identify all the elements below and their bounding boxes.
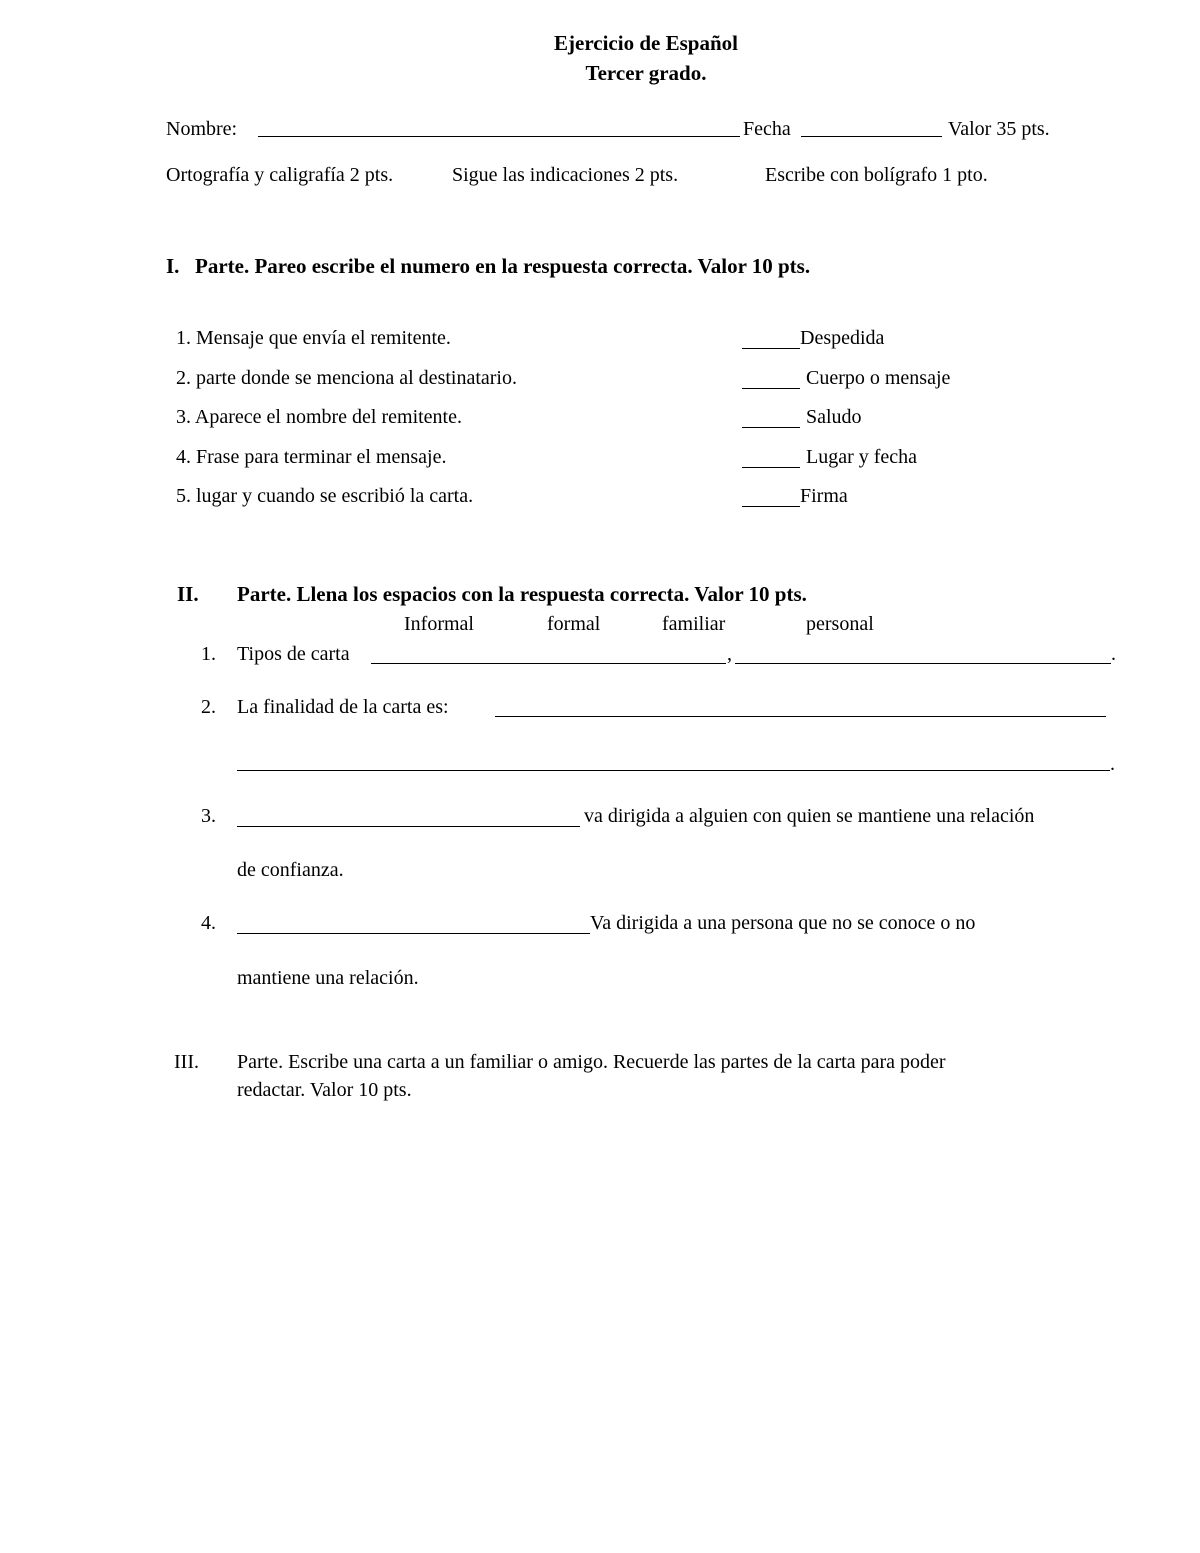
item-continuation: mantiene una relación. [237, 967, 419, 989]
part3-numeral: III. [174, 1051, 199, 1073]
part2-instruction: Parte. Llena los espacios con la respuesta correcta. Valor 10 pts. [237, 582, 807, 606]
criterion-ortografia: Ortografía y caligrafía 2 pts. [166, 164, 394, 186]
match-answer-blank[interactable] [742, 348, 800, 349]
match-right-item: Firma [800, 485, 848, 507]
match-answer-blank[interactable] [742, 467, 800, 468]
word-bank-item: familiar [662, 613, 726, 635]
page-subtitle: Tercer grado. [585, 61, 707, 85]
match-left-item: 5. lugar y cuando se escribió la carta. [176, 485, 474, 507]
item-number: 1. [201, 643, 216, 665]
match-right-item: Cuerpo o mensaje [806, 367, 951, 389]
match-left-item: 1. Mensaje que envía el remitente. [176, 327, 451, 349]
item-number: 2. [201, 696, 216, 718]
match-left-item: 4. Frase para terminar el mensaje. [176, 446, 447, 468]
answer-blank[interactable] [237, 770, 1110, 771]
answer-blank[interactable] [735, 663, 1111, 664]
comma: , [727, 643, 732, 665]
item-number: 4. [201, 912, 216, 934]
part3-instruction-line2: redactar. Valor 10 pts. [237, 1079, 412, 1101]
answer-blank[interactable] [237, 826, 580, 827]
match-answer-blank[interactable] [742, 388, 800, 389]
match-right-item: Saludo [806, 406, 862, 428]
item-text: va dirigida a alguien con quien se mantiene una relación [584, 805, 1035, 827]
criterion-indicaciones: Sigue las indicaciones 2 pts. [452, 164, 679, 186]
item-number: 3. [201, 805, 216, 827]
valor-label: Valor 35 pts. [948, 118, 1050, 140]
nombre-field[interactable] [258, 136, 740, 137]
match-left-item: 3. Aparece el nombre del remitente. [176, 406, 462, 428]
period: . [1111, 643, 1116, 665]
page-title: Ejercicio de Español [554, 31, 738, 55]
criterion-boligrafo: Escribe con bolígrafo 1 pto. [765, 164, 988, 186]
fecha-field[interactable] [801, 136, 942, 137]
answer-blank[interactable] [237, 933, 590, 934]
item-text: La finalidad de la carta es: [237, 696, 449, 718]
match-right-item: Despedida [800, 327, 885, 349]
match-answer-blank[interactable] [742, 427, 800, 428]
nombre-label: Nombre: [166, 118, 238, 140]
item-continuation: de confianza. [237, 859, 344, 881]
answer-blank[interactable] [371, 663, 726, 664]
word-bank-item: formal [547, 613, 601, 635]
word-bank-item: Informal [404, 613, 474, 635]
period: . [1110, 753, 1115, 775]
part2-numeral: II. [177, 582, 199, 606]
match-right-item: Lugar y fecha [806, 446, 918, 468]
part1-instruction: Parte. Pareo escribe el numero en la respuesta correcta. Valor 10 pts. [195, 254, 811, 278]
part3-instruction-line1: Parte. Escribe una carta a un familiar o amigo. Recuerde las partes de la carta para poder [237, 1051, 946, 1073]
answer-blank[interactable] [495, 716, 1106, 717]
item-text: Tipos de carta [237, 643, 350, 665]
part1-numeral: I. [166, 254, 180, 278]
match-answer-blank[interactable] [742, 506, 800, 507]
match-left-item: 2. parte donde se menciona al destinatario. [176, 367, 517, 389]
word-bank-item: personal [806, 613, 874, 635]
fecha-label: Fecha [743, 118, 791, 140]
item-text: Va dirigida a una persona que no se conoce o no [590, 912, 976, 934]
